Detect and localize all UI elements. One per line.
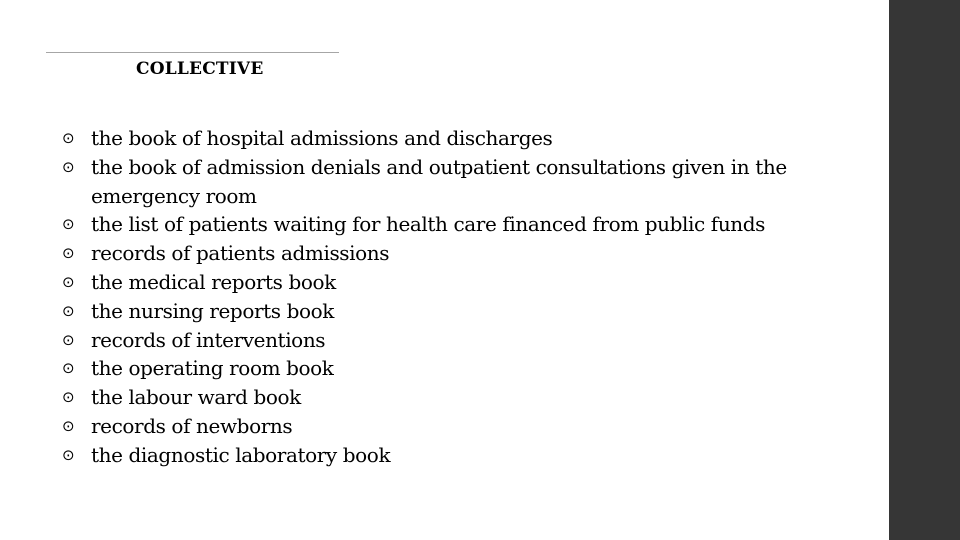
- bullet-icon: ⊙: [62, 244, 75, 263]
- bullet-icon: ⊙: [62, 272, 75, 291]
- list-item: [62, 239, 842, 268]
- bullet-icon: ⊙: [62, 359, 75, 378]
- records-list: [62, 124, 842, 470]
- bullet-icon: ⊙: [62, 445, 75, 464]
- list-item-text: records of interventions: [91, 327, 326, 352]
- list-item: [62, 268, 842, 297]
- bullet-icon: ⊙: [62, 215, 75, 234]
- bullet-icon: ⊙: [62, 330, 75, 349]
- list-item-text: the nursing reports book: [91, 298, 334, 323]
- list-item-text: the operating room book: [91, 356, 334, 381]
- list-item-text: the list of patients waiting for health care financed from public funds: [91, 212, 766, 237]
- list-item-text: the medical reports book: [91, 269, 336, 294]
- bullet-icon: ⊙: [62, 157, 75, 176]
- list-item: [62, 210, 842, 239]
- slide-heading: COLLECTIVE: [136, 59, 264, 79]
- list-item: [62, 441, 842, 470]
- bullet-icon: ⊙: [62, 388, 75, 407]
- bullet-icon: ⊙: [62, 416, 75, 435]
- list-item: [62, 326, 842, 355]
- list-item-text: the book of hospital admissions and discharges: [91, 126, 553, 150]
- list-item-text: the labour ward book: [91, 385, 301, 410]
- list-item: [62, 383, 842, 412]
- list-item-text: the book of admission denials and outpatient consultations given in the emergency room: [91, 154, 787, 208]
- bullet-icon: ⊙: [62, 129, 75, 147]
- list-item: [62, 354, 842, 383]
- list-item: [62, 124, 842, 153]
- list-item-text: records of newborns: [91, 413, 293, 438]
- list-item: [62, 412, 842, 441]
- list-item-text: records of patients admissions: [91, 241, 390, 266]
- side-panel: [889, 0, 960, 540]
- list-item-text: the diagnostic laboratory book: [91, 442, 391, 467]
- title-divider: [46, 52, 339, 53]
- bullet-icon: ⊙: [62, 301, 75, 320]
- list-item: [62, 297, 842, 326]
- list-item: [62, 153, 842, 211]
